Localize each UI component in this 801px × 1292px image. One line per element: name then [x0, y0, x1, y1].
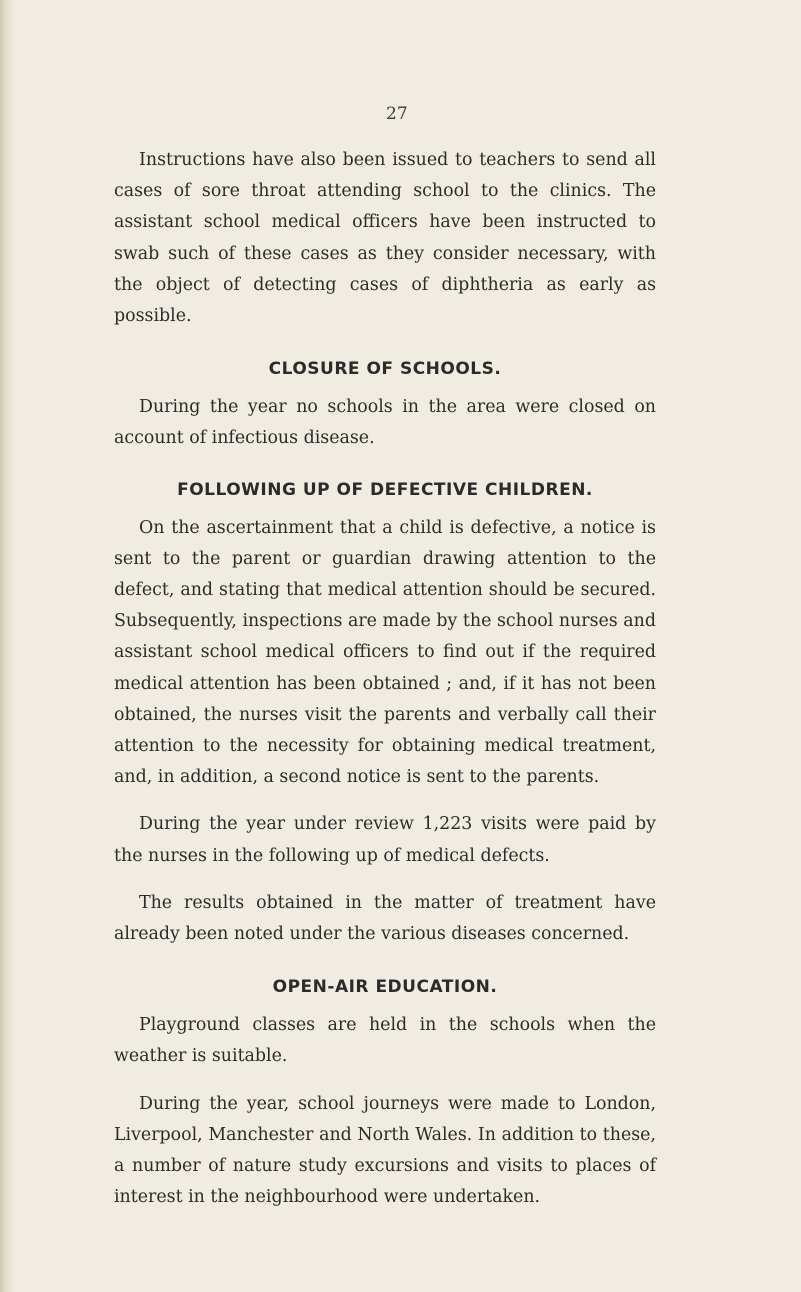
following-heading: FOLLOWING UP OF DEFECTIVE CHILDREN.	[177, 479, 593, 500]
closure-heading: CLOSURE OF SCHOOLS.	[268, 359, 502, 380]
intro-paragraph: Instructions have also been issued to teachers to send all cases of sore throat attending school to the clinics. The assistant school medical officers have been instructed to swab such of these cases as they consider necessary, with the object of detecting cases of diphtheria as early as possible.	[114, 150, 656, 327]
open-air-paragraph-1: Playground classes are held in the schools when the weather is suitable.	[114, 1015, 656, 1067]
following-paragraph-1: On the ascertainment that a child is defective, a notice is sent to the parent or guardian drawing attention to the defect, and stating that medical attention should be secured. Subsequently, inspections are made by the school nurses and assistant school medical officers to find out if the required medical attention has been obtained ; and, if it has not been obtained, the nurses visit the parents and verbally call their attention to the necessity for obtaining medical treatment, and, in addition, a second notice is sent to the parents.	[114, 517, 656, 788]
closure-paragraph: During the year no schools in the area were closed on account of infectious disease.	[114, 397, 656, 449]
open-air-heading: OPEN-AIR EDUCATION.	[272, 977, 498, 998]
document-body	[114, 145, 656, 1213]
following-paragraph-2: During the year under review 1,223 visits were paid by the nurses in the following up of medical defects.	[114, 814, 656, 866]
page-number: 27	[386, 104, 408, 124]
page-binding-edge	[0, 0, 14, 1292]
following-paragraph-3: The results obtained in the matter of treatment have already been noted under the various diseases concerned.	[114, 892, 656, 945]
open-air-paragraph-2: During the year, school journeys were made to London, Liverpool, Manchester and North Wales. In addition to these, a number of nature study excursions and visits to places of interest in the neighbourhood were undertaken.	[114, 1093, 656, 1208]
